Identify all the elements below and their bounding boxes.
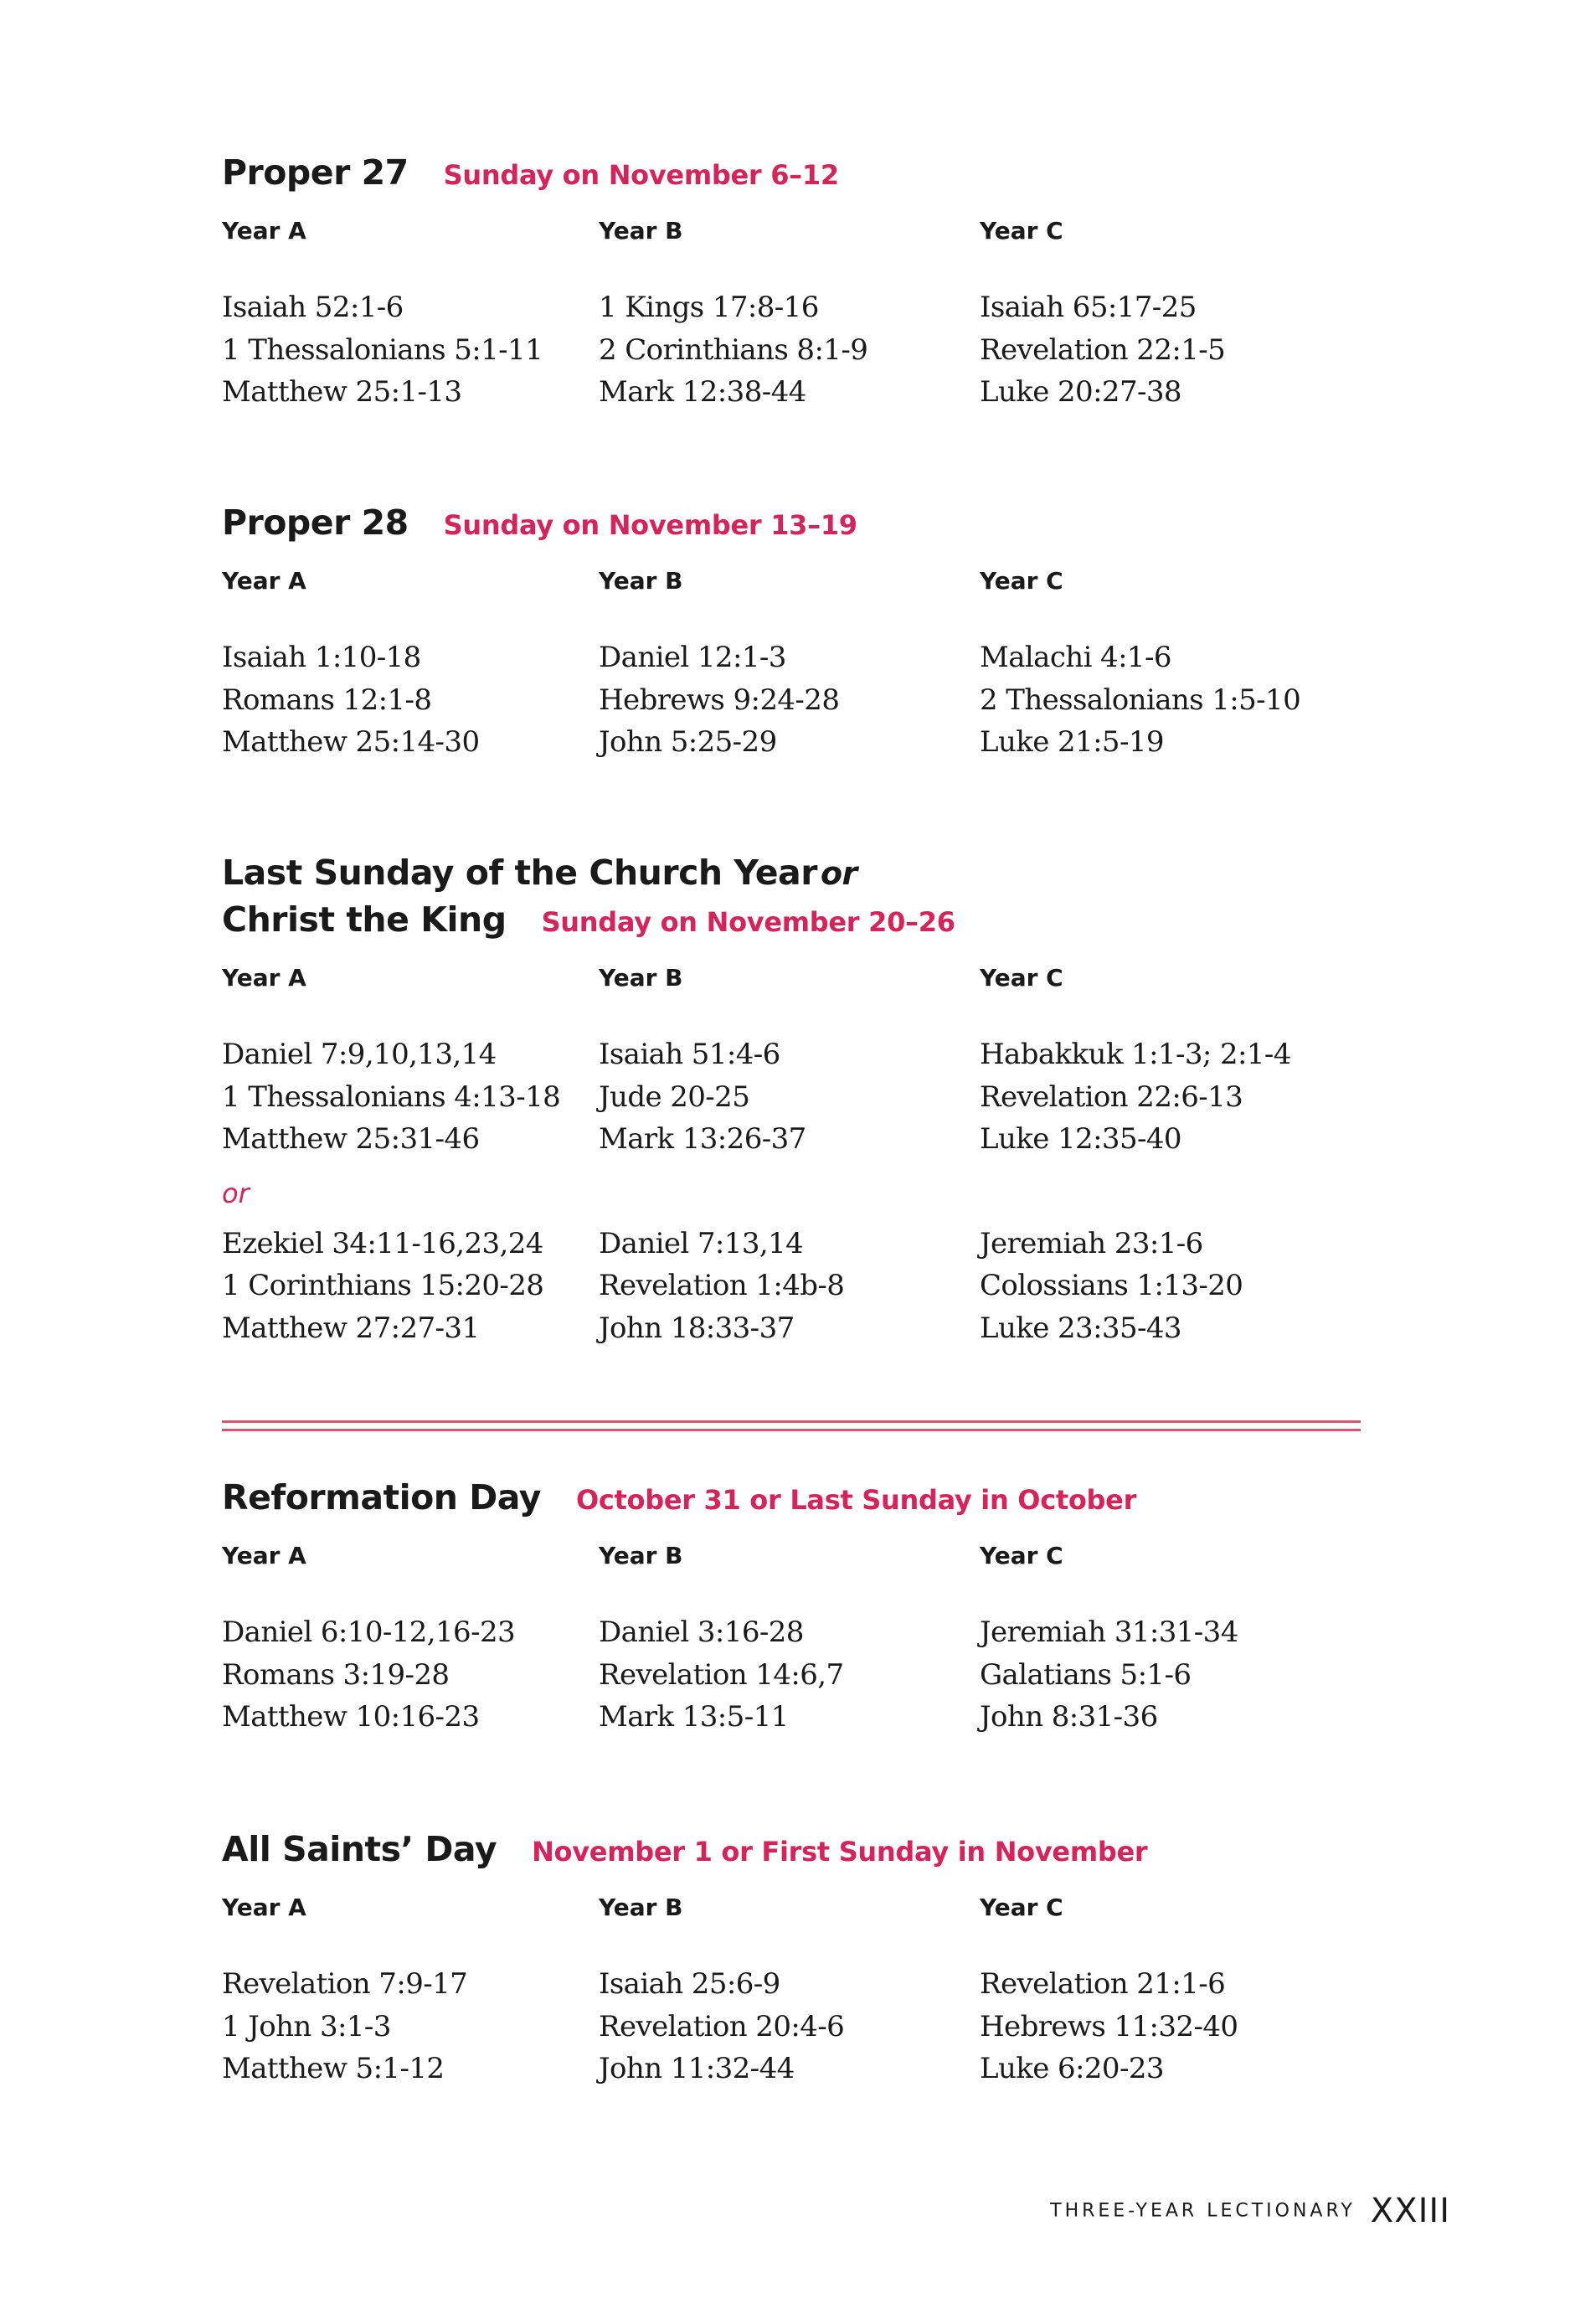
- section-header: [222, 1826, 1361, 1876]
- reading: Hebrews 11:32-40: [980, 2009, 1238, 2043]
- year-b-heading: Year B: [599, 964, 683, 992]
- year-c-heading: Year C: [980, 567, 1063, 595]
- alt-reading: Daniel 7:13,14: [599, 1226, 804, 1260]
- divider-rule-bottom: [222, 1429, 1361, 1431]
- reading: Luke 12:35-40: [980, 1122, 1181, 1156]
- reading: Daniel 7:9,10,13,14: [222, 1038, 497, 1071]
- reading: Daniel 12:1-3: [599, 641, 786, 674]
- section-christ-the-king: [222, 849, 1361, 1345]
- reading: Luke 6:20-23: [980, 2052, 1164, 2085]
- year-c-column: [980, 566, 1348, 764]
- alt-reading: 1 Corinthians 15:20-28: [222, 1269, 544, 1302]
- reading: Malachi 4:1-6: [980, 641, 1171, 674]
- section-title: Proper 27: [222, 152, 409, 193]
- section-title: Last Sunday of the Church Year: [222, 853, 817, 893]
- reading: Luke 20:27-38: [980, 375, 1181, 409]
- section-date: November 1 or First Sunday in November: [532, 1836, 1148, 1868]
- reading: 1 John 3:1-3: [222, 2009, 391, 2043]
- year-b-heading: Year B: [599, 1894, 683, 1921]
- alt-reading: Ezekiel 34:11-16,23,24: [222, 1226, 543, 1260]
- year-c-column: [980, 1893, 1348, 2090]
- reading: Daniel 6:10-12,16-23: [222, 1615, 516, 1649]
- section-date: October 31 or Last Sunday in October: [575, 1484, 1137, 1516]
- reading: 1 Thessalonians 4:13-18: [222, 1080, 561, 1114]
- section-header: [222, 149, 1361, 199]
- year-a-heading: Year A: [222, 217, 306, 245]
- reading: Mark 13:26-37: [599, 1122, 806, 1156]
- year-b-column: [599, 566, 967, 764]
- page-number: XXIII: [1370, 2192, 1450, 2230]
- year-b-heading: Year B: [599, 567, 683, 595]
- section-title-2: Christ the King: [222, 899, 507, 940]
- alt-reading: Colossians 1:13-20: [980, 1269, 1243, 1302]
- year-b-column: [599, 1541, 967, 1739]
- reading: Hebrews 9:24-28: [599, 683, 840, 717]
- reading: 1 Kings 17:8-16: [599, 291, 819, 324]
- reading: Isaiah 65:17-25: [980, 291, 1197, 324]
- reading: Jude 20-25: [599, 1080, 750, 1114]
- running-head: THREE-YEAR LECTIONARY: [1050, 2200, 1356, 2222]
- reading: 2 Corinthians 8:1-9: [599, 332, 868, 367]
- reading: Revelation 22:6-13: [980, 1080, 1243, 1114]
- reading: Jeremiah 31:31-34: [980, 1615, 1238, 1649]
- section-title: All Saints’ Day: [222, 1829, 497, 1869]
- alt-reading: Matthew 27:27-31: [222, 1311, 480, 1345]
- reading: 2 Thessalonians 1:5-10: [980, 683, 1301, 717]
- year-c-heading: Year C: [980, 217, 1063, 245]
- year-c-heading: Year C: [980, 1542, 1063, 1569]
- reading: Romans 3:19-28: [222, 1657, 450, 1692]
- section-header-line-1: [222, 849, 1361, 899]
- reading: Luke 21:5-19: [980, 725, 1164, 759]
- year-a-heading: Year A: [222, 964, 306, 992]
- section-header: [222, 499, 1361, 549]
- year-a-column: [222, 1893, 590, 2090]
- year-c-heading: Year C: [980, 964, 1063, 992]
- year-c-heading: Year C: [980, 1894, 1063, 1921]
- year-b-column: [599, 1893, 967, 2090]
- reading: Matthew 5:1-12: [222, 2052, 445, 2085]
- reading: Mark 13:5-11: [599, 1700, 789, 1734]
- reading: John 11:32-44: [599, 2052, 795, 2085]
- year-a-heading: Year A: [222, 1894, 306, 1921]
- reading: Daniel 3:16-28: [599, 1615, 804, 1649]
- section-date: Sunday on November 13–19: [443, 509, 857, 541]
- reading: Isaiah 52:1-6: [222, 291, 404, 324]
- reading: John 8:31-36: [980, 1700, 1158, 1734]
- section-proper-27: [222, 149, 1361, 409]
- divider-rule-top: [222, 1420, 1361, 1423]
- year-a-column: [222, 216, 590, 414]
- alt-reading: Luke 23:35-43: [980, 1311, 1181, 1345]
- alternate-or-label: or: [222, 1177, 250, 1209]
- reading: Matthew 10:16-23: [222, 1700, 480, 1734]
- reading: Isaiah 25:6-9: [599, 1967, 780, 2001]
- reading: Isaiah 1:10-18: [222, 641, 421, 674]
- section-date: Sunday on November 6–12: [443, 159, 839, 191]
- year-c-column: [980, 216, 1348, 414]
- reading: Revelation 14:6,7: [599, 1657, 844, 1692]
- reading: Galatians 5:1-6: [980, 1657, 1192, 1692]
- year-b-column: [599, 216, 967, 414]
- page-footer: [1050, 2192, 1450, 2230]
- year-c-column: [980, 1541, 1348, 1739]
- year-c-column: [980, 963, 1348, 1349]
- year-a-column: [222, 963, 590, 1349]
- year-b-column: [599, 963, 967, 1349]
- year-a-heading: Year A: [222, 567, 306, 595]
- section-title: Reformation Day: [222, 1477, 541, 1518]
- alt-reading: Jeremiah 23:1-6: [980, 1226, 1203, 1260]
- reading: Matthew 25:31-46: [222, 1122, 480, 1156]
- reading: 1 Thessalonians 5:1-11: [222, 332, 543, 367]
- reading: Revelation 22:1-5: [980, 332, 1226, 367]
- year-a-column: [222, 566, 590, 764]
- reading: John 5:25-29: [599, 725, 777, 759]
- section-proper-28: [222, 499, 1361, 759]
- title-or: or: [820, 855, 857, 892]
- section-reformation-day: [222, 1474, 1361, 1734]
- reading: Revelation 7:9-17: [222, 1967, 468, 2001]
- reading: Mark 12:38-44: [599, 375, 806, 409]
- alt-reading: Revelation 1:4b-8: [599, 1269, 845, 1302]
- reading: Isaiah 51:4-6: [599, 1038, 780, 1071]
- year-a-column: [222, 1541, 590, 1739]
- alt-reading: John 18:33-37: [599, 1311, 795, 1345]
- reading: Matthew 25:14-30: [222, 725, 480, 759]
- year-a-heading: Year A: [222, 1542, 306, 1569]
- section-date: Sunday on November 20–26: [541, 906, 955, 938]
- reading: Revelation 20:4-6: [599, 2009, 845, 2043]
- section-header: [222, 1474, 1361, 1524]
- section-all-saints-day: [222, 1826, 1361, 2085]
- reading: Revelation 21:1-6: [980, 1967, 1226, 2001]
- year-b-heading: Year B: [599, 1542, 683, 1569]
- reading: Romans 12:1-8: [222, 683, 432, 717]
- section-title: Proper 28: [222, 502, 409, 543]
- section-header-line-2: [222, 896, 1361, 946]
- reading: Habakkuk 1:1-3; 2:1-4: [980, 1038, 1291, 1071]
- year-b-heading: Year B: [599, 217, 683, 245]
- reading: Matthew 25:1-13: [222, 375, 462, 409]
